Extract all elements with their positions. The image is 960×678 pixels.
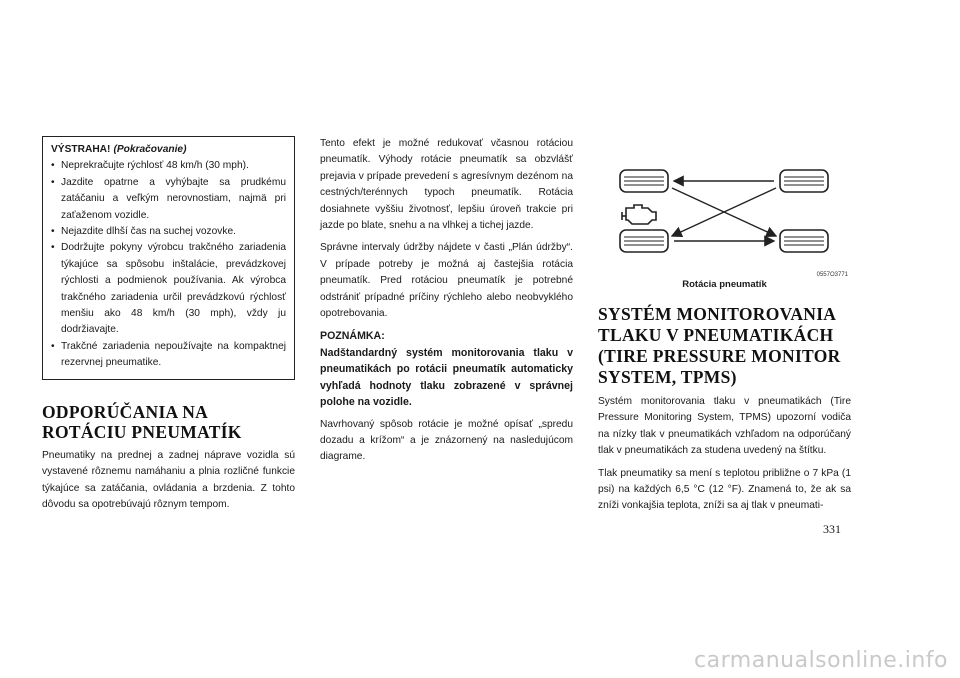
tpms-paragraph-1: Systém monitorovania tlaku v pneumatikách (Tire Pressure Monitoring System, TPMS) upozorní vodiča na nízky tlak v pneumatikách vzhľadom na odporúčaný tlak v pneumatikách za studena uvedený na štítku. (598, 396, 851, 457)
warning-item: • Trakčné zariadenia nepoužívajte na kompaktnej rezervnej pneumatike. (51, 339, 286, 372)
tire-rotation-diagram (598, 136, 851, 291)
tire-rear-left (620, 230, 668, 252)
figure-caption: Rotácia pneumatík (682, 279, 767, 290)
tire-front-left (620, 170, 668, 192)
right-column (598, 136, 851, 521)
left-column (42, 136, 295, 519)
middle-paragraph-3: Navrhovaný spôsob rotácie je možné opísať „spredu dozadu a krížom“ a je znázornený na nasledujúcom diagrame. (320, 418, 573, 463)
rotation-paragraph: Pneumatiky na prednej a zadnej náprave vozidla sú vystavené rôznemu namáhaniu a plnia rozličné funkcie týkajúce sa zatáčania, ovládania a brzdenia. Z tohto dôvodu sa opotrebúvajú rôznym tempom. (42, 449, 295, 510)
middle-paragraph-1: Tento efekt je možné redukovať včasnou rotáciou pneumatík. Výhody rotácie pneumatík sa obzvlášť prejavia v prípade prevedení s agresívnym dezénom na cestných/terénnych typoch pneumatík. Rotácia dosiahnete vyššiu životnosť, lepšiu úroveň trakcie pri jazde po blate, snehu a na vlhkej a tichej jazde. (320, 138, 573, 232)
tire-rear-right (780, 230, 828, 252)
warning-header (51, 142, 286, 158)
figure-code: 0557O3771 (816, 272, 848, 278)
tpms-paragraph-2: Tlak pneumatiky sa mení s teplotou približne o 7 kPa (1 psi) na každých 6,5 °C (12 °F). Znamená to, že ak sa zníži vonkajšia teplota, zníži sa aj tlak v pneumati- (598, 467, 851, 512)
tire-rotation-svg (598, 136, 851, 291)
rotation-heading: ODPORÚČANIA NA ROTÁCIU PNEUMATÍK (42, 401, 242, 442)
note-body: Nadštandardný systém monitorovania tlaku v pneumatikách po rotácii pneumatík automaticky vyhľadá hodnoty tlaku zobrazené v správnej polohe na vozidle. (320, 346, 573, 409)
middle-paragraph-2: Správne intervaly údržby nájdete v časti „Plán údržby“. V prípade potreby je možná aj častejšia rotácia pneumatík. Pred rotáciou pneumatík je potrebné odstrániť prípadné príčiny rýchleho alebo neobvyklého opotrebovania. (320, 242, 573, 320)
warning-item: • Jazdite opatrne a vyhýbajte sa prudkému zatáčaniu a veľkým nerovnostiam, najmä pri zaťaženom vozidle. (51, 175, 286, 224)
middle-column (320, 136, 573, 472)
warning-label: VÝSTRAHA! (51, 144, 111, 155)
warning-list (51, 158, 286, 371)
warning-item: • Nejazdite dlhší čas na suchej vozovke. (51, 224, 286, 240)
tire-front-right (780, 170, 828, 192)
engine-icon (622, 205, 656, 224)
warning-continued: (Pokračovanie) (113, 144, 187, 155)
warning-box (42, 136, 295, 380)
note-title: POZNÁMKA: (320, 330, 385, 343)
page-number: 331 (823, 522, 841, 536)
warning-item: • Neprekračujte rýchlosť 48 km/h (30 mph). (51, 158, 286, 174)
tpms-heading: SYSTÉM MONITOROVANIA TLAKU V PNEUMATIKÁCH (TIRE PRESSURE MONITOR SYSTEM, TPMS) (598, 304, 841, 387)
watermark: carmanualsonline.info (694, 648, 948, 673)
warning-item: • Dodržujte pokyny výrobcu trakčného zariadenia týkajúce sa spôsobu inštalácie, prevádzkovej rýchlosti a podmienok používania. Ak výrobca trakčného zariadenia určil prevádzkovú rýchlosť menšiu ako 48 km/h (30 mph), vždy ju dodržiavajte. (51, 240, 286, 338)
